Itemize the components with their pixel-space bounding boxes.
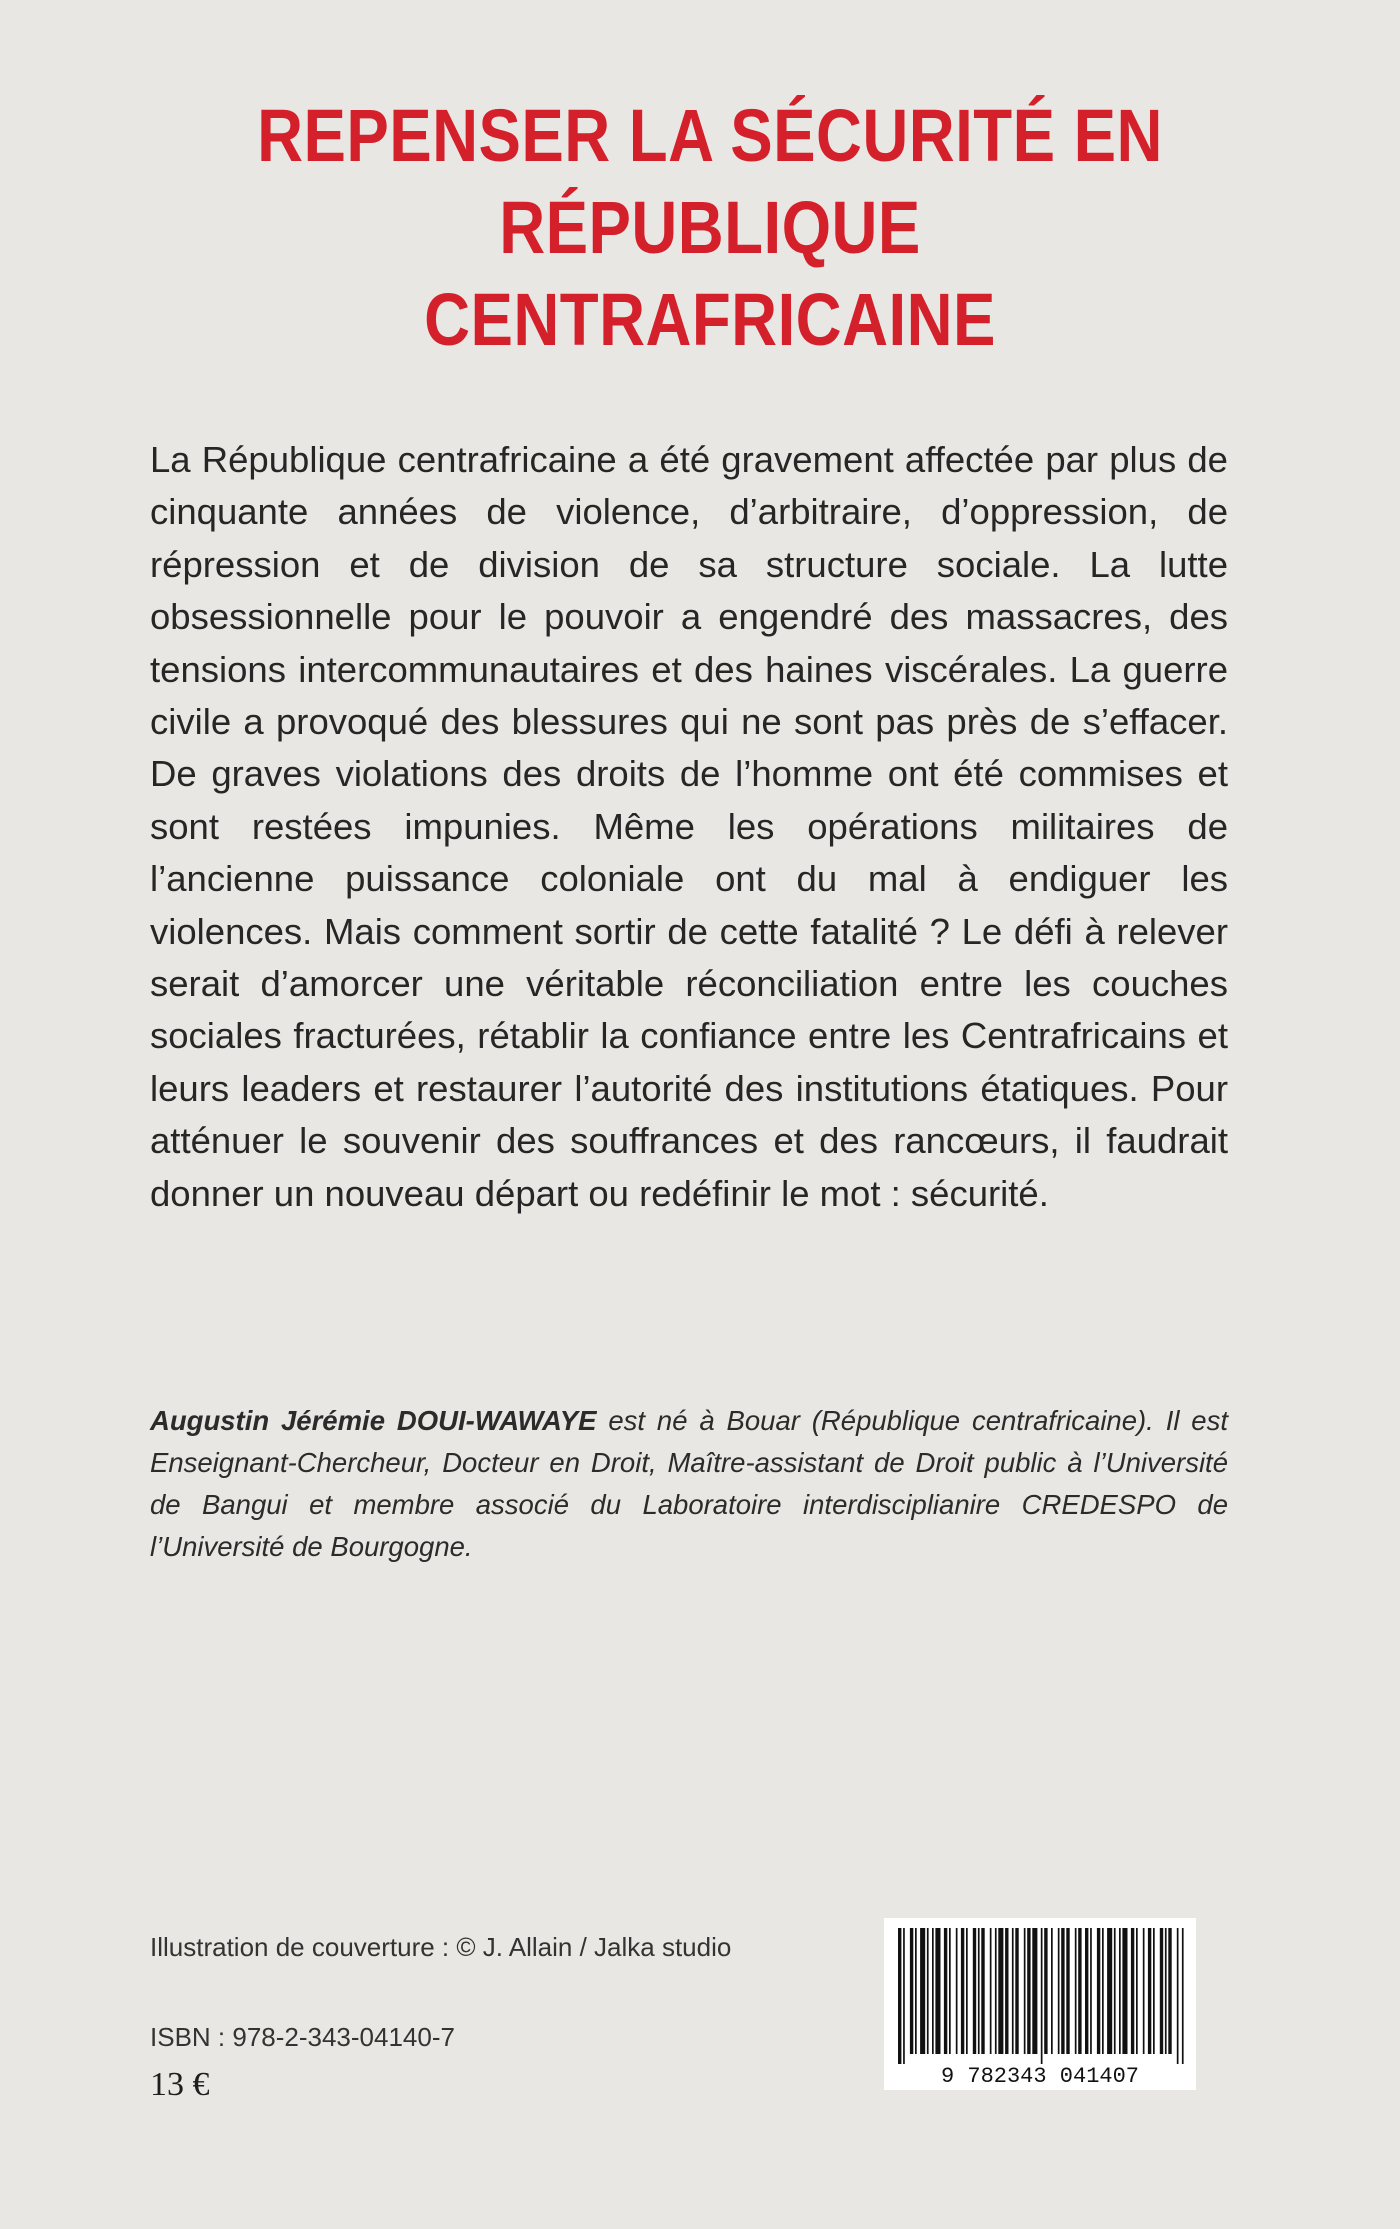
barcode-bar xyxy=(998,1928,1003,2054)
author-bio xyxy=(150,1400,1228,1568)
barcode-bar xyxy=(1015,1928,1018,2054)
barcode-bar xyxy=(932,1928,934,2054)
barcode-bar xyxy=(1044,1928,1047,2054)
barcode-bar xyxy=(1168,1928,1171,2054)
barcode-bar xyxy=(1078,1928,1081,2054)
barcode-bar xyxy=(1177,1928,1179,2064)
barcode-bar xyxy=(1090,1928,1092,2054)
barcode-bar xyxy=(1061,1928,1064,2054)
barcode-bar xyxy=(1114,1928,1116,2054)
barcode-bar xyxy=(978,1928,980,2054)
barcode-bar xyxy=(935,1928,940,2054)
price: 13 € xyxy=(150,2066,210,2103)
author-name: Augustin Jérémie DOUI-WAWAYE xyxy=(150,1405,597,1436)
barcode-bar xyxy=(898,1928,901,2064)
barcode-bar xyxy=(927,1928,929,2054)
barcode-bar xyxy=(1097,1928,1100,2054)
book-title xyxy=(220,90,1200,366)
barcode-bar xyxy=(1160,1928,1163,2054)
barcode-bar xyxy=(1119,1928,1121,2054)
barcode-bar xyxy=(981,1928,984,2054)
barcode-digits: 9 782343 041407 xyxy=(940,2064,1140,2089)
barcode-bar xyxy=(1012,1928,1014,2054)
barcode-bar xyxy=(949,1928,951,2054)
barcode-bars xyxy=(898,1928,1184,2064)
author-bio-text: est né à Bouar (République centrafricaine). Il est Enseignant-Chercheur, Docteur en Droit, Maître-assistant de Droit public à l’Université de Bangui et membre associé du Laboratoire interdisciplianire CREDESPO de l’Université de Bourgogne. xyxy=(150,1405,1228,1562)
barcode-bar xyxy=(1165,1928,1167,2054)
barcode-bar xyxy=(966,1928,968,2054)
barcode-bar xyxy=(1032,1928,1037,2054)
barcode-bar xyxy=(1058,1928,1060,2054)
barcode-bar xyxy=(1041,1928,1043,2064)
barcode-bar xyxy=(1102,1928,1104,2054)
barcode-bar xyxy=(1005,1928,1008,2054)
isbn-barcode xyxy=(884,1918,1196,2090)
barcode-bar xyxy=(920,1928,925,2054)
barcode-bar xyxy=(1024,1928,1026,2054)
barcode-bar xyxy=(956,1928,958,2054)
barcode-bar xyxy=(1107,1928,1112,2054)
barcode-bar xyxy=(1027,1928,1030,2054)
illustration-credit: Illustration de couverture : © J. Allain / Jalka studio xyxy=(150,1932,732,1962)
barcode-bar xyxy=(944,1928,947,2054)
barcode-bar xyxy=(1182,1928,1184,2064)
barcode-bar xyxy=(915,1928,917,2054)
barcode-bar xyxy=(1051,1928,1053,2054)
isbn-text: ISBN : 978-2-343-04140-7 xyxy=(150,2022,455,2052)
barcode-bar xyxy=(990,1928,992,2054)
barcode-bar xyxy=(1143,1928,1145,2054)
book-title-line-1: REPENSER LA SÉCURITÉ EN xyxy=(257,94,1163,177)
barcode-bar xyxy=(1153,1928,1155,2054)
barcode-bar xyxy=(1148,1928,1151,2054)
barcode-bar xyxy=(995,1928,997,2054)
barcode-bar xyxy=(1122,1928,1127,2054)
barcode-bar xyxy=(1075,1928,1077,2054)
barcode-bar xyxy=(1085,1928,1088,2054)
barcode-bar xyxy=(973,1928,976,2054)
blurb-text: La République centrafricaine a été gravement affectée par plus de cinquante années de violence, d’arbitraire, d’oppression, de répression et de division de sa structure sociale. La lutte obsessionnelle pour le pouvoir a engendré des massacres, des tensions intercommunautaires et des haines viscérales. La guerre civile a provoqué des blessures qui ne sont pas près de s’effacer. De graves violations des droits de l’homme ont été commises et sont restées impunies. Même les opérations militaires de l’ancienne puissance coloniale ont du mal à endiguer les violences. Mais comment sortir de cette fatalité ? Le défi à relever serait d’amorcer une véritable réconciliation entre les couches sociales fracturées, rétablir la confiance entre les Centrafricains et leurs leaders et restaurer l’autorité des institutions étatiques. Pour atténuer le souvenir des souffrances et des rancœurs, il faudrait donner un nouveau départ ou redéfinir le mot : sécurité. xyxy=(150,439,1228,1214)
barcode-bar xyxy=(1066,1928,1069,2054)
barcode-bar xyxy=(910,1928,913,2054)
barcode-bar xyxy=(903,1928,905,2064)
barcode-bar xyxy=(1131,1928,1134,2054)
book-title-line-2: RÉPUBLIQUE CENTRAFRICAINE xyxy=(424,186,996,361)
barcode-bar xyxy=(1136,1928,1138,2054)
barcode-bar xyxy=(961,1928,964,2054)
